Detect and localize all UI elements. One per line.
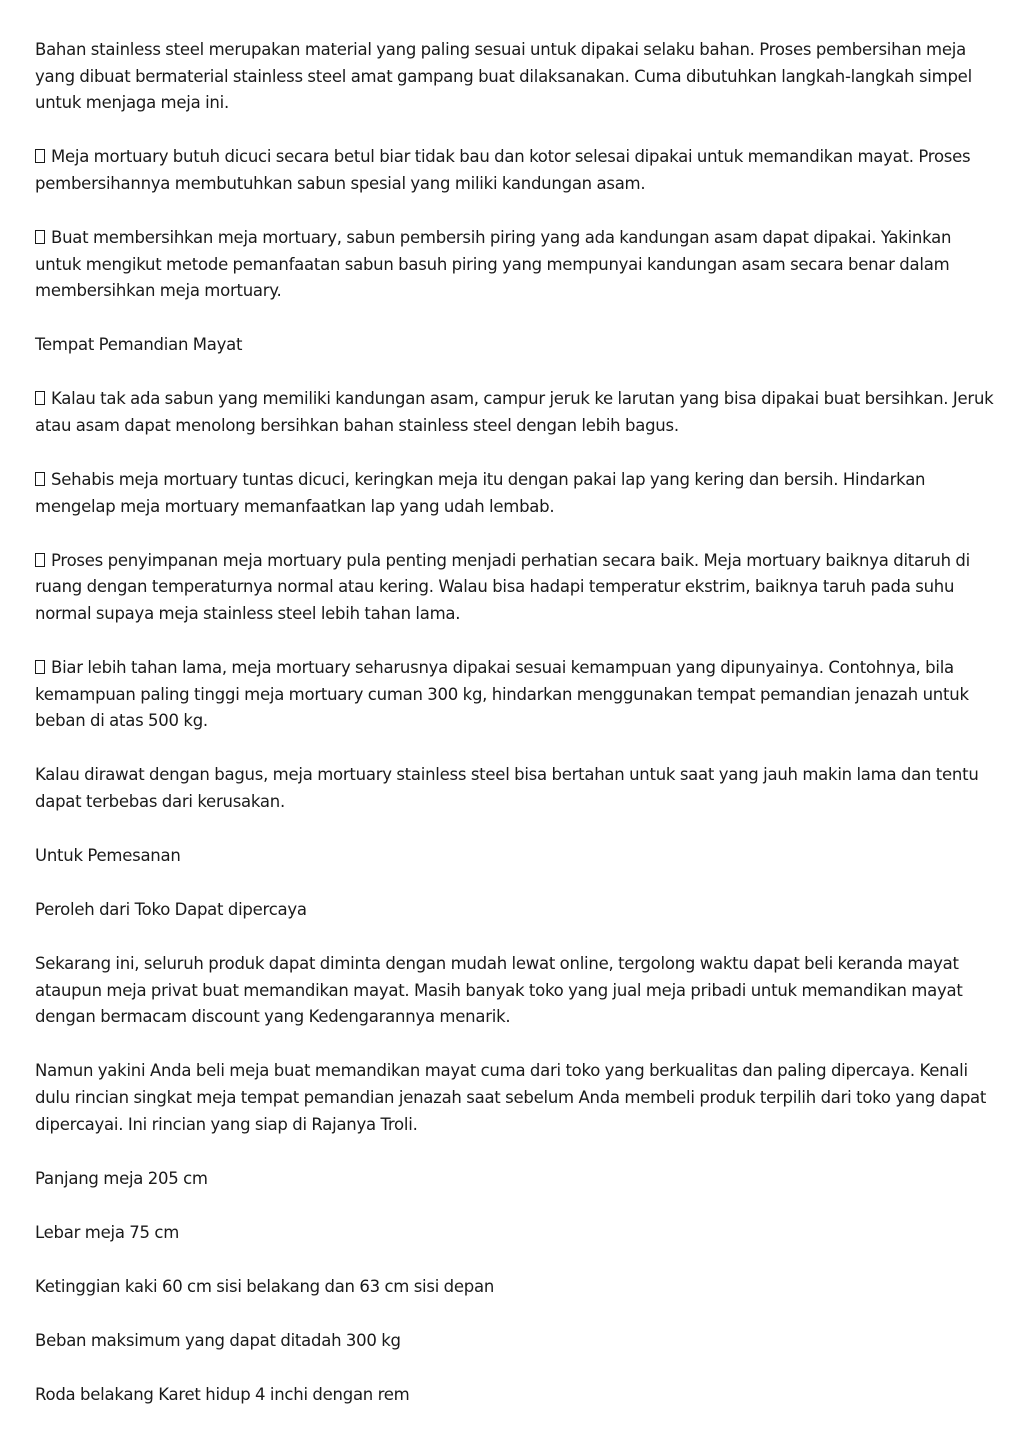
- heading-line: Tempat Pemandian Mayat: [35, 335, 243, 355]
- spec-line: Beban maksimum yang dapat ditadah 300 kg: [35, 1331, 401, 1350]
- missing-glyph-bullet-icon: [35, 660, 45, 674]
- bullet-paragraph: Buat membersihkan meja mortuary, sabun pembersih piring yang ada kandungan asam dapat dipakai. Yakinkan untuk mengikut metode pemanfaatan sabun basuh piring yang mempunyai kandungan asam secara benar dalam membersihkan meja mortuary.: [35, 227, 952, 301]
- bullet-paragraph: Biar lebih tahan lama, meja mortuary seharusnya dipakai sesuai kemampuan yang dipunyainya. Contohnya, bila kemampuan paling tinggi meja mortuary cuman 300 kg, hindarkan menggunakan tempat pemandian jenazah untuk beban di atas 500 kg.: [35, 658, 969, 731]
- missing-glyph-bullet-icon: [35, 553, 45, 567]
- spec-line: Roda belakang Karet hidup 4 inchi dengan rem: [35, 1385, 410, 1405]
- heading-line: Untuk Pemesanan: [35, 845, 181, 865]
- missing-glyph-bullet-icon: [35, 230, 45, 244]
- spec-line: Panjang meja 205 cm: [35, 1168, 208, 1188]
- bullet-paragraph: Proses penyimpanan meja mortuary pula penting menjadi perhatian secara baik. Meja mortuary baiknya ditaruh di ruang dengan temperaturnya normal atau kering. Walau bisa hadapi temperatur ekstrim, baiknya taruh pada suhu normal supaya meja stainless steel lebih tahan lama.: [35, 550, 970, 623]
- missing-glyph-bullet-icon: [35, 391, 45, 405]
- bullet-paragraph: Meja mortuary butuh dicuci secara betul biar tidak bau dan kotor selesai dipakai untuk memandikan mayat. Proses pembersihannya membutuhkan sabun spesial yang miliki kandungan asam.: [35, 147, 971, 193]
- spec-line: Ketinggian kaki 60 cm sisi belakang dan 63 cm sisi depan: [35, 1276, 495, 1296]
- heading-line: Peroleh dari Toko Dapat dipercaya: [35, 900, 307, 920]
- paragraph: Sekarang ini, seluruh produk dapat diminta dengan mudah lewat online, tergolong waktu dapat beli keranda mayat ataupun meja privat buat memandikan mayat. Masih banyak toko yang jual meja pribadi untuk memandikan mayat dengan bermacam discount yang Kedengarannya menarik.: [35, 954, 963, 1027]
- missing-glyph-bullet-icon: [35, 472, 45, 486]
- paragraph: Namun yakini Anda beli meja buat memandikan mayat cuma dari toko yang berkualitas dan paling dipercaya. Kenali dulu rincian singkat meja tempat pemandian jenazah saat sebelum Anda membeli produk terpilih dari toko yang dapat dipercayai. Ini rincian yang siap di Rajanya Troli.: [35, 1061, 987, 1134]
- bullet-paragraph: Sehabis meja mortuary tuntas dicuci, keringkan meja itu dengan pakai lap yang kering dan bersih. Hindarkan mengelap meja mortuary memanfaatkan lap yang udah lembab.: [35, 470, 926, 516]
- bullet-paragraph: Kalau tak ada sabun yang memiliki kandungan asam, campur jeruk ke larutan yang bisa dipakai buat bersihkan. Jeruk atau asam dapat menolong bersihkan bahan stainless steel dengan lebih bagus.: [35, 389, 994, 435]
- paragraph: Bahan stainless steel merupakan material yang paling sesuai untuk dipakai selaku bahan. Proses pembersihan meja yang dibuat bermaterial stainless steel amat gampang buat dilaksanakan. Cuma dibutuhkan langkah-langkah simpel untuk menjaga meja ini.: [35, 40, 972, 113]
- spec-line: Lebar meja 75 cm: [35, 1222, 180, 1242]
- paragraph: Kalau dirawat dengan bagus, meja mortuary stainless steel bisa bertahan untuk saat yang jauh makin lama dan tentu dapat terbebas dari kerusakan.: [35, 765, 979, 811]
- document-body: [35, 37, 997, 1436]
- missing-glyph-bullet-icon: [35, 149, 45, 163]
